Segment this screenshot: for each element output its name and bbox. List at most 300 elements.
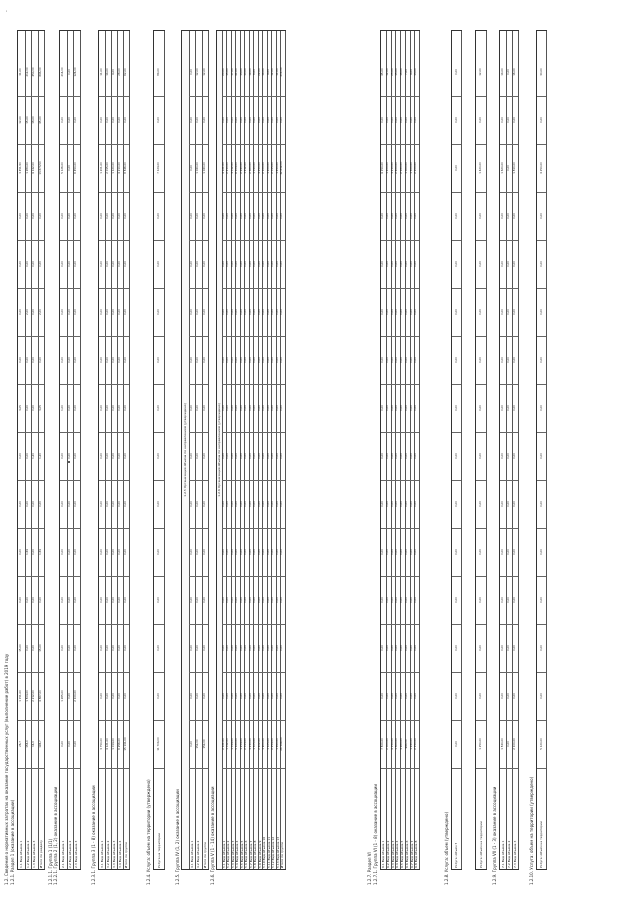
table-cell: 0,00 xyxy=(117,384,123,433)
table-cell: 18,00 xyxy=(400,48,405,97)
table-cell: 0,00 xyxy=(105,384,111,433)
table-cell: 0,00 xyxy=(25,480,32,529)
table-cell: 0,00 xyxy=(405,528,410,577)
table-cell: 0,00 xyxy=(195,336,202,385)
table-cell: 0,00 xyxy=(395,336,400,385)
data-table-7 xyxy=(380,30,420,870)
table-cell: 1 505,00 xyxy=(253,720,258,769)
table-cell: 9,00 xyxy=(111,48,117,97)
table-cell: 0,00 xyxy=(123,672,129,721)
table-cell: 11,00 xyxy=(99,48,105,97)
table-cell: 0,00 xyxy=(189,432,196,481)
table-cell: 0,00 xyxy=(391,528,396,577)
table-cell: 0,00 xyxy=(38,480,45,529)
table-cell: 0,00 xyxy=(235,576,240,625)
table-cell: 12,00 xyxy=(202,48,209,97)
table-cell: 2 100,00 xyxy=(73,672,80,721)
table-cell: 1 420,00 xyxy=(476,144,486,193)
table-cell: 0,00 xyxy=(189,96,196,145)
table-cell: 0,00 xyxy=(222,96,227,145)
table-cell: 0,00 xyxy=(280,288,285,337)
data-table-5 xyxy=(181,30,209,870)
table-cell: 0,00 xyxy=(391,288,396,337)
table-cell: 0,00 xyxy=(395,576,400,625)
table-cell: 0,00 xyxy=(267,288,272,337)
table-cell: 0,00 xyxy=(500,192,506,241)
table-row xyxy=(73,31,81,869)
table-cell: 0,00 xyxy=(231,96,236,145)
table-cell: 0,00 xyxy=(400,480,405,529)
table-cell: 0,00 xyxy=(111,240,117,289)
table-cell: 0,00 xyxy=(195,624,202,673)
table-cell: 0,00 xyxy=(240,672,245,721)
table-cell: 0,00 xyxy=(154,528,164,577)
table-cell: 0,00 xyxy=(258,672,263,721)
table-cell: 0,00 xyxy=(452,576,461,625)
table-cell: 0,00 xyxy=(271,384,276,433)
table-cell: 0,00 xyxy=(18,480,25,529)
table-cell: 6 104,00 xyxy=(235,144,240,193)
table-cell: 1 125,00 xyxy=(267,720,272,769)
table-cell: 0,00 xyxy=(500,240,506,289)
table-cell: 0,00 xyxy=(506,624,512,673)
table-cell: 0,00 xyxy=(105,432,111,481)
table-cell: 0,00 xyxy=(537,624,546,673)
data-table-8 xyxy=(451,30,462,870)
table-cell: 0,00 xyxy=(506,672,512,721)
table-cell: 0,00 xyxy=(271,240,276,289)
table-cell: 0,00 xyxy=(400,96,405,145)
table-cell: 0,00 xyxy=(537,96,546,145)
table-cell: 0,00 xyxy=(267,528,272,577)
table-cell: 0,00 xyxy=(18,192,25,241)
table-cell: 4 121,00 xyxy=(105,720,111,769)
table-cell: 0,00 xyxy=(189,192,196,241)
table-cell: 0,00 xyxy=(240,528,245,577)
table-cell: 0,00 xyxy=(405,96,410,145)
table-cell: 0,00 xyxy=(244,624,249,673)
section-heading-1: 1.2.1.1. Группа 1 (1/1) xyxy=(48,838,53,885)
table-cell: 0,00 xyxy=(386,672,391,721)
row-label: Итого по группе xyxy=(280,842,285,868)
table-cell: 0,00 xyxy=(506,288,512,337)
table-cell: 15,00 xyxy=(38,624,45,673)
table-cell: 0,00 xyxy=(395,192,400,241)
table-row xyxy=(280,31,286,869)
table-cell: 0,00 xyxy=(271,480,276,529)
table-cell: 7 124,00 xyxy=(154,144,164,193)
table-cell: 15,00 xyxy=(18,624,25,673)
table-cell: 0,00 xyxy=(276,384,281,433)
table-cell: 0,00 xyxy=(276,432,281,481)
table-cell: 1 280,00 xyxy=(25,144,32,193)
table-cell: 12,00 xyxy=(476,48,486,97)
table-cell: 0,00 xyxy=(253,240,258,289)
table-cell: 0,00 xyxy=(222,528,227,577)
row-label: 1.3 Вид объема 3 xyxy=(32,840,36,868)
table-cell: 0,00 xyxy=(271,288,276,337)
row-label: 4.1 Вид объема 1 xyxy=(189,840,194,868)
table-cell: 0,00 xyxy=(267,624,272,673)
table-cell: 7,00 xyxy=(405,48,410,97)
row-label: 5.10 Вид объема 10 xyxy=(262,836,267,868)
table-cell: 2,00 xyxy=(25,288,32,337)
table-cell: 0,00 xyxy=(99,192,105,241)
table-cell: 0,00 xyxy=(391,384,396,433)
row-label: 4.2 Вид объема 2 xyxy=(196,840,200,868)
table-cell: 0,00 xyxy=(512,96,518,145)
table-cell: 0,00 xyxy=(25,336,32,385)
table-cell: 0,00 xyxy=(231,672,236,721)
table-cell: 0,00 xyxy=(258,288,263,337)
table-cell: 0,00 xyxy=(262,96,267,145)
table-cell: 2 240,00 xyxy=(240,144,245,193)
table-cell: 0,00 xyxy=(244,576,249,625)
table-cell: 0,00 xyxy=(240,240,245,289)
table-cell: 0,00 xyxy=(253,336,258,385)
table-cell: 1 254,00 xyxy=(240,720,245,769)
table-cell: 12,00 xyxy=(386,48,391,97)
table-cell: 0,00 xyxy=(537,288,546,337)
row-label: 3.4 Вид объема 4 xyxy=(118,840,122,868)
table-cell: 5 126,00 xyxy=(60,144,67,193)
table-cell: 0,00 xyxy=(249,672,254,721)
data-table-3 xyxy=(98,30,130,870)
table-cell: 0,00 xyxy=(244,384,249,433)
table-cell: 0,00 xyxy=(73,240,80,289)
table-cell: 0,00 xyxy=(60,336,67,385)
table-cell: 9 142,00 xyxy=(31,144,38,193)
table-cell: 0,00 xyxy=(222,288,227,337)
table-cell: 0,00 xyxy=(249,432,254,481)
table-cell: 0,00 xyxy=(31,288,38,337)
table-cell: 1,59 xyxy=(25,528,32,577)
table-cell: 62,00 xyxy=(123,48,129,97)
table-cell: 0,00 xyxy=(99,336,105,385)
table-cell: 26 599,00 xyxy=(280,720,285,769)
table-cell: 0,00 xyxy=(31,480,38,529)
table-cell: 0,00 xyxy=(235,432,240,481)
row-label: 2.2 Вид объема 2 xyxy=(67,840,72,868)
table-cell: 0,00 xyxy=(506,96,512,145)
table-cell: 1 040,00 xyxy=(202,144,209,193)
table-cell: 0,00 xyxy=(506,576,512,625)
row-label: 7.1 Вид объема 1 xyxy=(501,840,505,868)
table-cell: 0,00 xyxy=(381,528,386,577)
table-cell: 28,00 xyxy=(117,48,123,97)
table-cell: 0,00 xyxy=(73,480,80,529)
table-cell: 0,00 xyxy=(414,432,419,481)
table-cell: 0,00 xyxy=(231,288,236,337)
table-cell: 0,00 xyxy=(395,672,400,721)
table-cell: 0,00 xyxy=(249,624,254,673)
row-label: 5.3 Вид объема 3 xyxy=(230,840,235,868)
table-cell: 0,00 xyxy=(67,480,74,529)
table-cell: 1 151,00 xyxy=(18,672,25,721)
table-cell: 0,00 xyxy=(99,576,105,625)
table-cell: 0,00 xyxy=(500,384,506,433)
table-cell: 0,00 xyxy=(117,480,123,529)
table-cell: 0,00 xyxy=(235,240,240,289)
table-cell: 12,00 xyxy=(195,48,202,97)
table-cell: 2 254,00 xyxy=(271,720,276,769)
table-cell: 0,00 xyxy=(195,192,202,241)
table-cell: 0,00 xyxy=(105,192,111,241)
table-cell: 0,00 xyxy=(189,288,196,337)
table-cell: 22,00 xyxy=(258,48,263,97)
table-cell: 0,00 xyxy=(506,144,512,193)
table-cell: 0,00 xyxy=(235,96,240,145)
table-cell: 0,00 xyxy=(410,384,415,433)
table-cell: 84,00 xyxy=(154,48,164,97)
table-cell: 0,00 xyxy=(414,528,419,577)
table-cell: 0,00 xyxy=(280,96,285,145)
table-cell: 0,00 xyxy=(154,576,164,625)
table-cell: 0,00 xyxy=(111,672,117,721)
table-cell: 0,00 xyxy=(99,480,105,529)
table-cell: 30,00 xyxy=(537,48,546,97)
row-label: 5.11 Вид объема 11 xyxy=(266,836,271,868)
table-cell: 0,00 xyxy=(99,384,105,433)
table-cell: 0,00 xyxy=(231,432,236,481)
table-cell: 0,00 xyxy=(381,192,386,241)
table-cell: 0,00 xyxy=(244,240,249,289)
table-cell: 0,00 xyxy=(476,96,486,145)
row-label: 6.4 Вид объема 4 xyxy=(395,840,400,868)
table-cell: 0,00 xyxy=(154,192,164,241)
table-cell: 0,00 xyxy=(276,240,281,289)
table-cell: 0,00 xyxy=(537,480,546,529)
table-cell: 0,00 xyxy=(506,48,512,97)
table-cell: 0,00 xyxy=(18,336,25,385)
table-cell: 0,00 xyxy=(67,576,74,625)
table-cell: 0,00 xyxy=(262,624,267,673)
table-cell: 3 451,50 xyxy=(18,144,25,193)
table-cell: 0,00 xyxy=(410,480,415,529)
table-cell: 0,00 xyxy=(537,576,546,625)
table-cell: 0,00 xyxy=(25,576,32,625)
table-cell: 0,00 xyxy=(99,432,105,481)
table-cell: 0,00 xyxy=(405,288,410,337)
table-cell: 0,00 xyxy=(395,384,400,433)
table-cell: 1 012,00 xyxy=(226,720,231,769)
table-cell: 0,00 xyxy=(240,384,245,433)
table-cell: 0,00 xyxy=(117,192,123,241)
table-cell: 0,00 xyxy=(231,384,236,433)
table-cell: 0,00 xyxy=(476,624,486,673)
table-cell: 0,00 xyxy=(512,672,518,721)
table-cell: 0,00 xyxy=(391,192,396,241)
table-cell: 0,00 xyxy=(235,336,240,385)
table-cell: 0,00 xyxy=(400,336,405,385)
table-cell: 0,00 xyxy=(189,144,196,193)
table-cell: 4 867,00 xyxy=(38,672,45,721)
table-cell: 693,00 xyxy=(38,48,45,97)
table-cell: 0,00 xyxy=(276,672,281,721)
table-cell: 13,00 xyxy=(240,48,245,97)
table-cell: 0,00 xyxy=(31,528,38,577)
table-cell: 0,00 xyxy=(405,384,410,433)
table-cell: 212,00 xyxy=(25,48,32,97)
table-cell: 0,00 xyxy=(253,432,258,481)
table-cell: 15,00 xyxy=(25,96,32,145)
table-cell: 156,0 xyxy=(25,720,32,769)
table-cell: 0,00 xyxy=(410,192,415,241)
table-cell: 1 620,00 xyxy=(500,144,506,193)
table-cell: 0,00 xyxy=(276,624,281,673)
table-cell: 41,00 xyxy=(235,48,240,97)
table-cell: 0,00 xyxy=(123,480,129,529)
table-cell: 0,00 xyxy=(202,480,209,529)
table-cell: 1 800,00 xyxy=(395,720,400,769)
table-cell: 0,00 xyxy=(276,192,281,241)
table-cell: 0,00 xyxy=(381,480,386,529)
table-cell: 0,00 xyxy=(391,336,396,385)
table-cell: 0,00 xyxy=(226,384,231,433)
table-cell: 2 200,00 xyxy=(414,144,419,193)
table-cell: 1,20 xyxy=(31,432,38,481)
row-label: 6.5 Вид объема 5 xyxy=(400,840,404,868)
table-cell: 0,00 xyxy=(154,624,164,673)
table-cell: 0,00 xyxy=(67,288,74,337)
table-cell: 0,00 xyxy=(258,384,263,433)
table-cell: 0,00 xyxy=(222,624,227,673)
table-cell: 0,00 xyxy=(25,432,32,481)
table-cell: 0,00 xyxy=(99,96,105,145)
table-cell: 0,00 xyxy=(414,624,419,673)
table-cell: 0,00 xyxy=(67,672,74,721)
table-cell: 0,00 xyxy=(226,96,231,145)
table-cell: 0,00 xyxy=(25,192,32,241)
table-cell: 1 250,00 xyxy=(476,720,486,769)
table-cell: 0,00 xyxy=(414,480,419,529)
table-cell: 0,00 xyxy=(262,672,267,721)
table-cell: 0,00 xyxy=(537,240,546,289)
table-cell: 0,00 xyxy=(123,240,129,289)
table-cell: 0,00 xyxy=(73,528,80,577)
table-cell: 0,00 xyxy=(249,240,254,289)
row-label: 5.13 Вид объема 13 xyxy=(275,836,280,868)
table-cell: 0,00 xyxy=(60,576,67,625)
table-cell: 0,00 xyxy=(111,624,117,673)
table-cell: 0,00 xyxy=(253,672,258,721)
table-cell: 0,00 xyxy=(276,576,281,625)
table-cell: 1,59 xyxy=(38,528,45,577)
row-label: Услуга: объем на территории xyxy=(539,821,543,868)
table-cell: 0,00 xyxy=(18,528,25,577)
table-cell: 0,00 xyxy=(276,480,281,529)
data-table-4 xyxy=(153,30,165,870)
table-cell: 4 121,00 xyxy=(222,144,227,193)
row-label: Услуга: объем на территории xyxy=(479,821,483,868)
table-cell: 0,00 xyxy=(222,240,227,289)
table-cell: 0,00 xyxy=(258,96,263,145)
table-cell: 1 900,00 xyxy=(262,720,267,769)
table-cell: 1,00 xyxy=(60,384,67,433)
table-cell: 0,00 xyxy=(506,528,512,577)
table-cell: 0,00 xyxy=(258,480,263,529)
table-cell: 0,00 xyxy=(226,240,231,289)
table-cell: 1,20 xyxy=(38,432,45,481)
table-cell: 0,00 xyxy=(222,672,227,721)
table-cell: 0,00 xyxy=(117,240,123,289)
table-cell: 0,00 xyxy=(500,432,506,481)
table-cell: 0,00 xyxy=(202,432,209,481)
table-cell: 0,00 xyxy=(99,240,105,289)
table-cell: 9,00 xyxy=(267,48,272,97)
table-cell: 1 540,00 xyxy=(500,720,506,769)
table-cell: 0,00 xyxy=(280,480,285,529)
table-cell: 0,00 xyxy=(189,672,196,721)
table-cell: 0,00 xyxy=(123,624,129,673)
table-cell: 0,00 xyxy=(67,48,74,97)
table-cell: 0,00 xyxy=(452,192,461,241)
table-cell: 0,00 xyxy=(258,336,263,385)
table-cell: 2 210,00 xyxy=(226,144,231,193)
table-cell: 0,00 xyxy=(202,192,209,241)
table-cell: 3 750,00 xyxy=(99,720,105,769)
table-cell: 0,00 xyxy=(537,528,546,577)
table-cell: 0,00 xyxy=(410,336,415,385)
table-cell: 0,00 xyxy=(262,288,267,337)
table-cell: 0,00 xyxy=(512,480,518,529)
table-group-header: 1.2.5 Организация объема по направлениям (утверждено) xyxy=(182,31,190,869)
table-row xyxy=(414,31,420,869)
table-cell: 0,00 xyxy=(410,240,415,289)
row-label: Итого по разделу xyxy=(38,840,43,868)
table-cell: 0,00 xyxy=(73,576,80,625)
table-cell: 0,00 xyxy=(381,672,386,721)
table-cell: 0,00 xyxy=(253,528,258,577)
table-cell: 15,00 xyxy=(226,48,231,97)
table-cell: 0,00 xyxy=(267,240,272,289)
table-cell: 0,00 xyxy=(25,240,32,289)
table-cell: 0,00 xyxy=(117,432,123,481)
table-cell: 0,00 xyxy=(405,480,410,529)
table-cell: 0,00 xyxy=(400,528,405,577)
table-cell: 0,00 xyxy=(381,240,386,289)
table-cell: 0,00 xyxy=(67,240,74,289)
table-cell: 0,00 xyxy=(111,288,117,337)
table-cell: 14,0 xyxy=(31,720,38,769)
table-cell: 0,00 xyxy=(189,624,196,673)
table-cell: 0,00 xyxy=(189,720,196,769)
table-cell: 0,00 xyxy=(506,336,512,385)
table-cell: 0,00 xyxy=(195,288,202,337)
table-cell: 0,00 xyxy=(414,96,419,145)
table-cell: 2 212,00 xyxy=(31,672,38,721)
table-cell: 0,00 xyxy=(235,528,240,577)
table-cell: 1 412,00 xyxy=(244,144,249,193)
table-cell: 0,00 xyxy=(60,480,67,529)
table-cell: 0,00 xyxy=(195,672,202,721)
table-cell: 0,00 xyxy=(202,672,209,721)
table-cell: 0,00 xyxy=(123,576,129,625)
table-cell: 0,00 xyxy=(235,384,240,433)
table-cell: 0,00 xyxy=(226,528,231,577)
table-cell: 7 500,00 xyxy=(381,720,386,769)
table-cell: 0,00 xyxy=(271,336,276,385)
table-cell: 2 013,00 xyxy=(244,720,249,769)
table-cell: 0,00 xyxy=(123,96,129,145)
table-cell: 0,00 xyxy=(512,432,518,481)
table-cell: 0,00 xyxy=(506,384,512,433)
table-cell: 5 120,00 xyxy=(235,720,240,769)
table-cell: 0,00 xyxy=(452,720,461,769)
table-cell: 0,00 xyxy=(154,672,164,721)
table-cell: 0,00 xyxy=(99,672,105,721)
table-cell: 0,00 xyxy=(280,240,285,289)
